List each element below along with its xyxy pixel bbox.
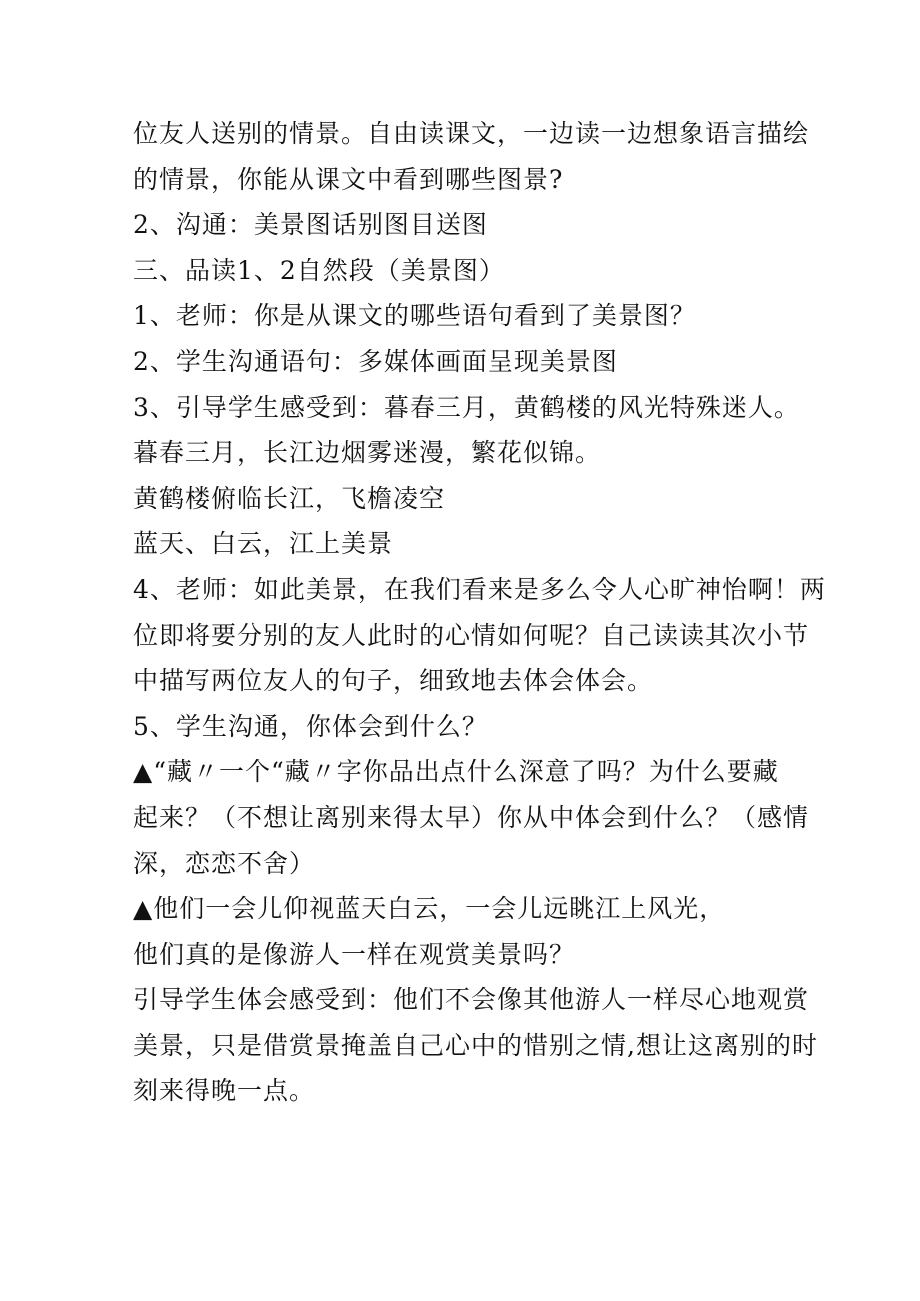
text-line-13: 中描写两位友人的句子，细致地去体会体会。 bbox=[133, 666, 654, 696]
text-line-21: 美景，只是借赏景掩盖自己心中的惜别之情,想让这离别的时 bbox=[133, 1030, 818, 1060]
text-line-16: 起来？（不想让离别来得太早）你从中体会到什么？（感情 bbox=[133, 802, 810, 832]
text-line-20: 引导学生体会感受到：他们不会像其他游人一样尽心地观赏 bbox=[133, 985, 810, 1015]
text-line-14: 5、学生沟通，你体会到什么？ bbox=[133, 711, 488, 741]
text-line-12: 位即将要分别的友人此时的心情如何呢？自己读读其次小节 bbox=[133, 620, 810, 650]
text-line-11: 4、老师：如此美景，在我们看来是多么令人心旷神怡啊！两 bbox=[133, 574, 826, 604]
text-line-9: 黄鹤楼俯临长江，飞檐凌空 bbox=[133, 483, 446, 513]
text-line-1: 位友人送别的情景。自由读课文，一边读一边想象语言描绘 bbox=[133, 119, 810, 148]
text-line-5: 1、老师：你是从课文的哪些语句看到了美景图？ bbox=[133, 301, 696, 331]
text-line-19: 他们真的是像游人一样在观赏美景吗？ bbox=[133, 939, 576, 969]
section-heading: 三、品读1、2自然段（美景图） bbox=[133, 255, 505, 285]
text-line-3: 2、沟通：美景图话别图目送图 bbox=[133, 210, 488, 240]
document-body bbox=[133, 111, 826, 1114]
text-line-6: 2、学生沟通语句：多媒体画面呈现美景图 bbox=[133, 346, 618, 376]
text-line-22: 刻来得晚一点。 bbox=[133, 1076, 316, 1106]
text-line-18: ▲他们一会儿仰视蓝天白云，一会儿远眺江上风光， bbox=[133, 894, 726, 924]
text-line-15: ▲“藏〃一个“藏〃字你品出点什么深意了吗？为什么要藏 bbox=[133, 757, 779, 787]
text-line-7: 3、引导学生感受到：暮春三月，黄鹤楼的风光特殊迷人。 bbox=[133, 392, 800, 422]
text-line-10: 蓝天、白云，江上美景 bbox=[133, 529, 394, 559]
text-line-8: 暮春三月，长江边烟雾迷漫，繁花似锦。 bbox=[133, 438, 602, 468]
text-line-17: 深，恋恋不舍） bbox=[133, 848, 316, 878]
text-line-2: 的情景，你能从课文中看到哪些图景? bbox=[133, 164, 564, 194]
